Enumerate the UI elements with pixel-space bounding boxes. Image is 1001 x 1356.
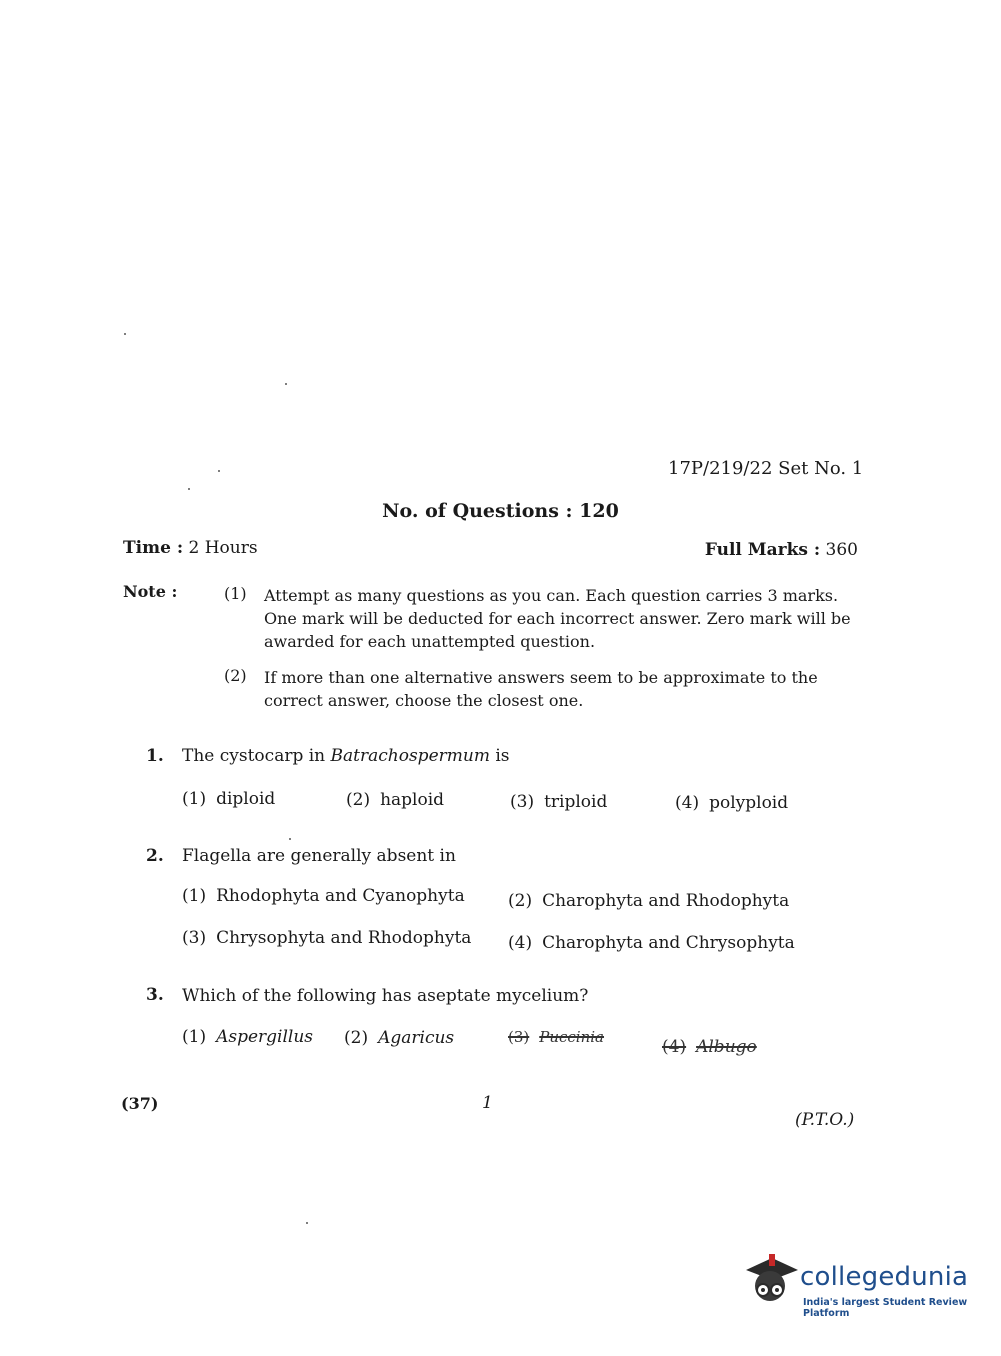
note-item-number: (1): [224, 584, 247, 603]
option-number: (4): [662, 1037, 687, 1057]
option: [508, 891, 789, 911]
watermark-tagline: India's largest Student Review Platform: [803, 1297, 968, 1319]
option-text: Charophyta and Rhodophyta: [542, 891, 790, 911]
option-text: Aspergillus: [216, 1027, 314, 1047]
option-number: (3): [182, 928, 207, 948]
question-text: Flagella are generally absent in: [182, 846, 456, 866]
full-marks: [705, 540, 858, 560]
option: [182, 886, 465, 906]
scan-speck: [285, 383, 287, 385]
scan-speck: [218, 470, 220, 472]
option: [182, 789, 275, 809]
footer-code: (37): [121, 1094, 159, 1113]
option: [182, 1027, 313, 1047]
note-label: Note :: [123, 582, 178, 601]
option-number: (3): [510, 792, 535, 812]
time-label: Time :: [123, 538, 184, 558]
option-number: (4): [508, 933, 533, 953]
option: [508, 933, 795, 953]
option-text: Chrysophyta and Rhodophyta: [216, 928, 472, 948]
option-number: (2): [508, 891, 533, 911]
option-text: Rhodophyta and Cyanophyta: [216, 886, 465, 906]
question-text: [182, 746, 510, 766]
question-number: 1.: [146, 746, 164, 766]
paper-code: 17P/219/22 Set No. 1: [668, 458, 864, 479]
question-text: Which of the following has aseptate mycelium?: [182, 986, 589, 1006]
question-text-post: is: [489, 746, 510, 766]
scan-speck: [289, 838, 291, 840]
question-text-pre: The cystocarp in: [182, 746, 331, 766]
option-number: (2): [344, 1028, 369, 1048]
option-text: Charophyta and Chrysophyta: [542, 933, 795, 953]
time-allowed: [123, 538, 258, 558]
option: [182, 928, 471, 948]
option-text: Puccinia: [539, 1028, 605, 1046]
option-number: (1): [182, 789, 207, 809]
watermark-name: collegedunia: [800, 1262, 969, 1292]
page-number: 1: [482, 1093, 493, 1113]
collegedunia-mascot-icon: [742, 1252, 800, 1310]
number-of-questions: No. of Questions : 120: [382, 500, 619, 522]
option: [675, 793, 788, 813]
option-number: (2): [346, 790, 371, 810]
option-number: (3): [508, 1028, 530, 1046]
option-text: polyploid: [709, 793, 789, 813]
question-number: 3.: [146, 985, 164, 1005]
option-text: Albugo: [696, 1037, 757, 1057]
option-text: haploid: [380, 790, 445, 810]
please-turn-over: (P.T.O.): [795, 1110, 855, 1130]
option-number: (4): [675, 793, 700, 813]
marks-value: 360: [825, 540, 858, 560]
time-value: 2 Hours: [188, 538, 258, 558]
option-number: (1): [182, 1027, 207, 1047]
option: [346, 790, 444, 810]
scan-speck: [306, 1222, 308, 1224]
note-item-text: If more than one alternative answers seem to be approximate to the correct answer, choose the closest one.: [264, 668, 818, 710]
note-item-text: Attempt as many questions as you can. Each question carries 3 marks. One mark will be deducted for each incorrect answer. Zero mark will be awarded for each unattempted question.: [264, 586, 851, 651]
note-item-number: (2): [224, 666, 247, 685]
option-number: (1): [182, 886, 207, 906]
option-text: Agaricus: [378, 1028, 455, 1048]
option-text: diploid: [216, 789, 276, 809]
question-number: 2.: [146, 846, 164, 866]
marks-label: Full Marks :: [704, 540, 821, 560]
option-struck: [662, 1037, 757, 1057]
option-text: triploid: [544, 792, 608, 812]
option-struck: [508, 1028, 604, 1046]
scan-speck: [124, 333, 126, 335]
option: [344, 1028, 454, 1048]
question-text-italic: Batrachospermum: [330, 746, 490, 766]
scan-speck: [188, 488, 190, 490]
option: [510, 792, 607, 812]
